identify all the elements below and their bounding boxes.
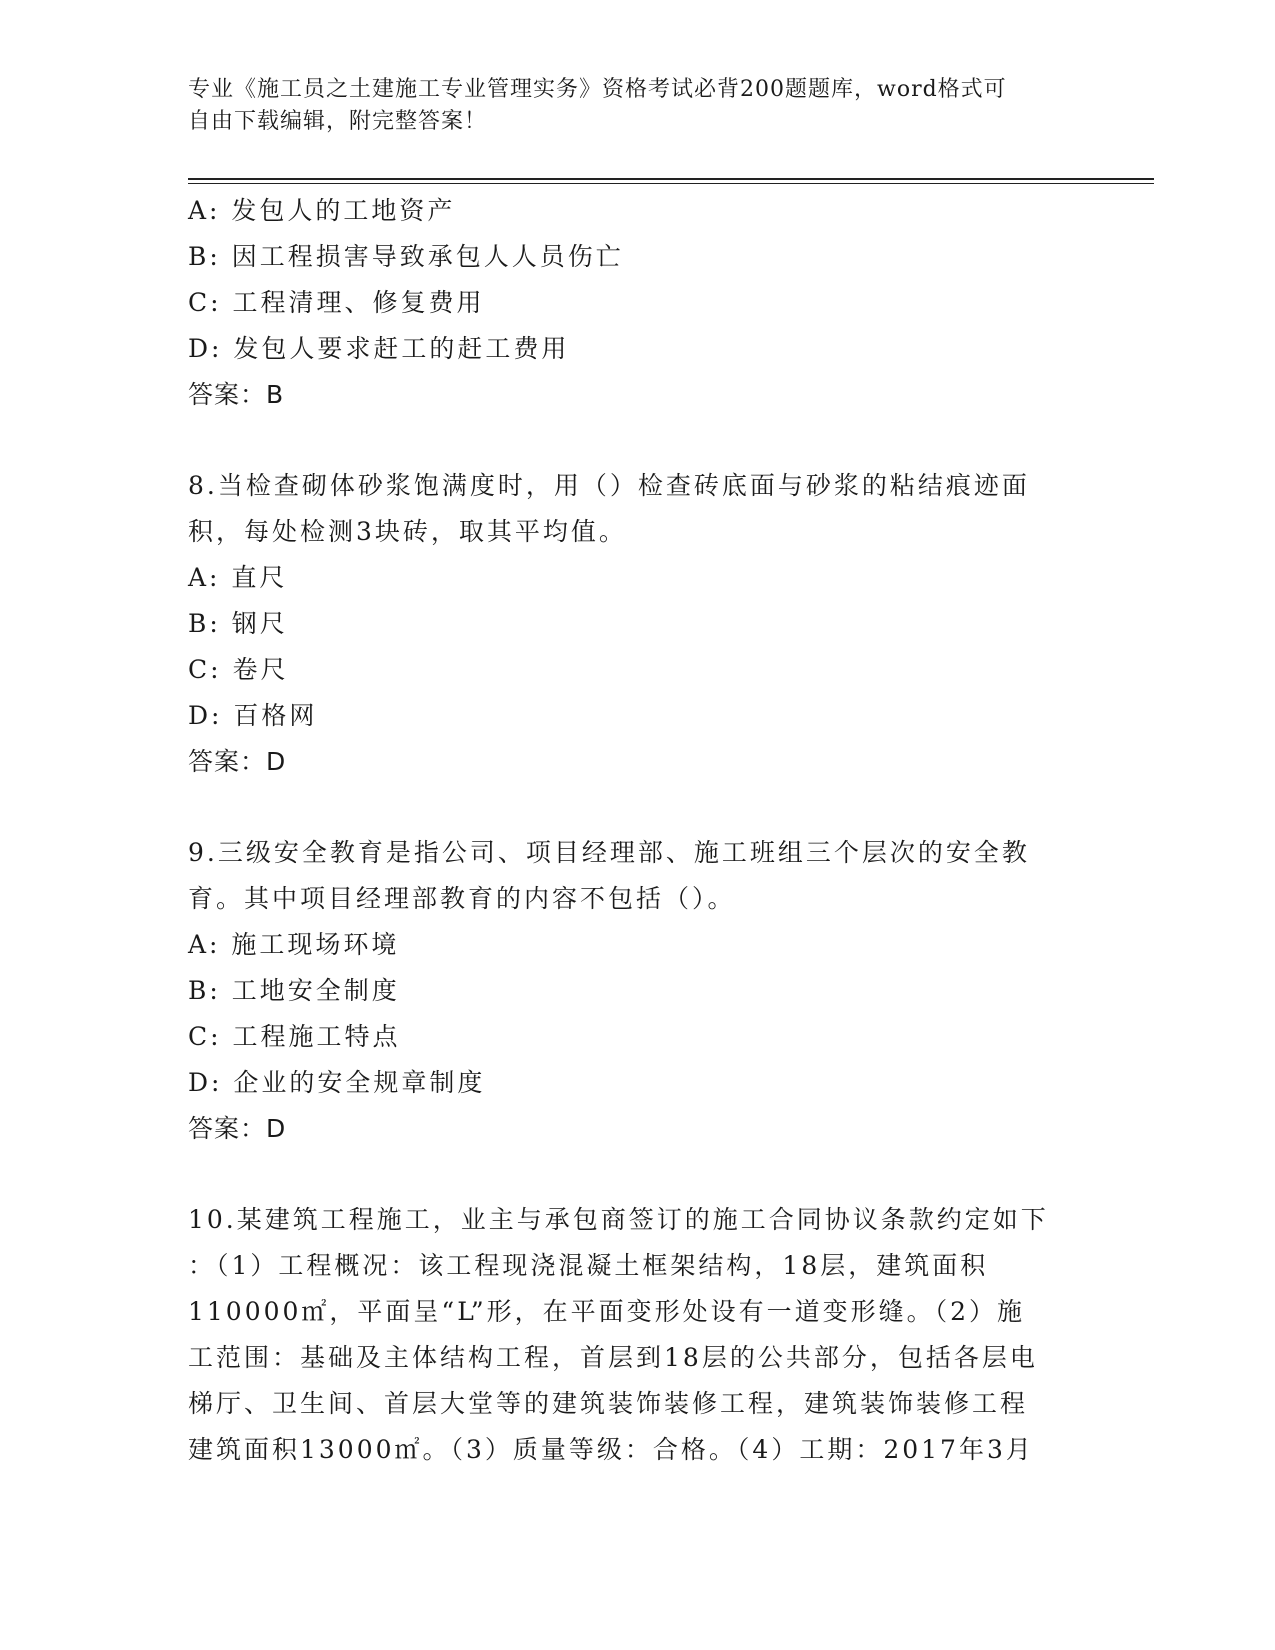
option-a: A: 直尺 — [188, 563, 288, 592]
spacer — [188, 1152, 1078, 1197]
question-9-block — [188, 830, 1078, 1152]
question-stem-line: 建筑面积13000㎡。（3）质量等级：合格。（4）工期：2017年3月 — [188, 1435, 1034, 1464]
question-stem-line: 9.三级安全教育是指公司、项目经理部、施工班组三个层次的安全教 — [188, 838, 1030, 867]
header-divider-thin — [188, 183, 1154, 184]
spacer — [188, 418, 1078, 463]
option-a: A: 施工现场环境 — [188, 930, 400, 959]
document-body — [188, 188, 1078, 1473]
option-c: C: 工程施工特点 — [188, 1022, 401, 1051]
option-c: C: 工程清理、修复费用 — [188, 288, 485, 317]
document-header — [188, 74, 1068, 138]
option-d: D: 百格网 — [188, 701, 318, 730]
option-c: C: 卷尺 — [188, 655, 289, 684]
answer-line: 答案：D — [188, 1114, 287, 1143]
header-line-2: 自由下载编辑，附完整答案！ — [188, 109, 488, 134]
option-b: B: 因工程损害导致承包人人员伤亡 — [188, 242, 624, 271]
question-10-block — [188, 1197, 1078, 1473]
answer-line: 答案：D — [188, 747, 287, 776]
question-stem-line: ：（1）工程概况：该工程现浇混凝土框架结构，18层，建筑面积 — [188, 1251, 989, 1280]
option-b: B: 钢尺 — [188, 609, 288, 638]
header-divider-thick — [188, 178, 1154, 180]
spacer — [188, 785, 1078, 830]
question-stem-line: 110000㎡，平面呈“L”形，在平面变形处设有一道变形缝。（2）施 — [188, 1297, 1026, 1326]
question-stem-line: 育。其中项目经理部教育的内容不包括（）。 — [188, 884, 736, 913]
option-b: B: 工地安全制度 — [188, 976, 400, 1005]
question-8-block — [188, 463, 1078, 785]
question-7-block — [188, 188, 1078, 418]
header-line-1: 专业《施工员之土建施工专业管理实务》资格考试必背200题题库，word格式可 — [188, 77, 1007, 102]
question-stem-line: 梯厅、卫生间、首层大堂等的建筑装饰装修工程，建筑装饰装修工程 — [188, 1389, 1029, 1418]
question-stem-line: 积，每处检测3块砖，取其平均值。 — [188, 517, 627, 546]
option-a: A: 发包人的工地资产 — [188, 196, 456, 225]
question-stem-line: 8.当检查砌体砂浆饱满度时，用（）检查砖底面与砂浆的粘结痕迹面 — [188, 471, 1030, 500]
answer-line: 答案：B — [188, 380, 285, 409]
option-d: D: 发包人要求赶工的赶工费用 — [188, 334, 570, 363]
question-stem-line: 工范围：基础及主体结构工程，首层到18层的公共部分，包括各层电 — [188, 1343, 1038, 1372]
option-d: D: 企业的安全规章制度 — [188, 1068, 486, 1097]
question-stem-line: 10.某建筑工程施工，业主与承包商签订的施工合同协议条款约定如下 — [188, 1205, 1049, 1234]
